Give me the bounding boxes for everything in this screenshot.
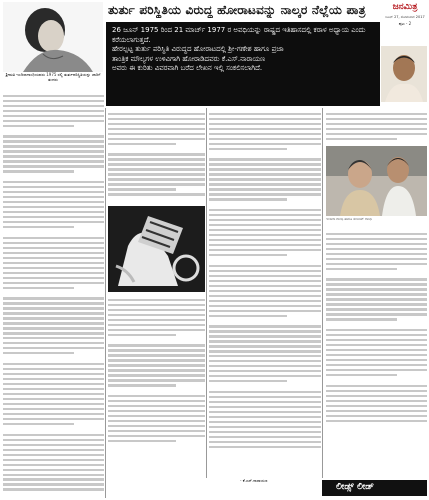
text-column-4-bottom bbox=[326, 230, 427, 476]
left-caption: ಶ್ರೀಮತಿ ಇಂದಿರಾಗಾಂಧಿಯವರು 1975 ರಲ್ಲಿ ತುರ್ತುಪರಿಸ್ಥಿತಿಯನ್ನು ಜಾರಿಗೆ ತಂದರು bbox=[5, 72, 101, 82]
photo-caption: ಇಂದಿರಾ ಗಾಂಧಿ ಹಾಗೂ ಸಂಜಯ್ ಗಾಂಧಿ bbox=[326, 217, 372, 221]
emergency-illustration bbox=[108, 206, 205, 292]
text-column-1 bbox=[3, 92, 104, 492]
masthead-date: ಜೂನ್ 27, ಸೋಮವಾರ 2017 bbox=[385, 15, 425, 19]
indira-sanjay-photo bbox=[326, 146, 427, 216]
lead-para-1: 26 ಜೂನ್ 1975 ರಿಂದ 21 ಮಾರ್ಚ್ 1977 ರ ಅವಧಿಯನ್ನು ರಾಷ್ಟ್ರದ ಇತಿಹಾಸದಲ್ಲಿ ಕರಾಳ ಅಧ್ಯಾಯ ಎಂದು ಕರೆಯಲಾಗುತ್ತದೆ. bbox=[112, 26, 366, 44]
byline: - ಕೆ.ಎಸ್.ನಾರಾಯಣ bbox=[240, 478, 268, 483]
column-divider-1 bbox=[105, 108, 106, 498]
text-column-3 bbox=[209, 110, 321, 476]
masthead-title: ಜನಮಿತ್ರ bbox=[392, 2, 418, 12]
text-column-2-bottom bbox=[108, 296, 205, 476]
page-headline: ತುರ್ತು ಪರಿಸ್ಥಿತಿಯ ವಿರುದ್ಧ ಹೋರಾಟವನ್ನು ನಾಲ್ಕರ ನೆಲ್ಲೆಯ ಪಾತ್ರ bbox=[108, 3, 366, 17]
banner-label: ಲೀಡ್ಸ್ ಲೀಡ್ bbox=[336, 482, 374, 492]
lead-box bbox=[106, 22, 380, 106]
masthead-page: ಪುಟ - 2 bbox=[398, 21, 412, 26]
text-column-4-top bbox=[326, 110, 427, 144]
indira-portrait bbox=[3, 2, 103, 72]
lead-para-2: ಹೇರಲ್ಪಟ್ಟ ತುರ್ತು ಪರಿಸ್ಥಿತಿ ವಿರುದ್ಧದ ಹೋರಾಟದಲ್ಲಿ ಶ್ರೀ-ಗಣೇಶ ಹಾಗೂ ಪ್ರಜಾ bbox=[112, 45, 284, 53]
column-divider-2 bbox=[206, 108, 207, 478]
lead-para-4: ಅವರು ಈ ಕುರಿತು ವಿವರವಾಗಿ ಬರೆದ ಲೇಖನ ಇಲ್ಲಿ ಸಂಕಲಿಸಲಾಗಿದೆ. bbox=[112, 64, 263, 72]
author-portrait bbox=[381, 46, 427, 102]
lead-para-3: ತಾಂತ್ರಿಕ ಮೌಲ್ಯಗಳ ಉಳಿವಿಗಾಗಿ ಹೋರಾಡಿದವರು ಕೆ.ಎಸ್.ನಾರಾಯಣ bbox=[112, 54, 266, 63]
masthead-logo bbox=[384, 2, 426, 44]
bottom-banner bbox=[322, 480, 427, 496]
column-divider-3 bbox=[322, 108, 323, 478]
text-column-2-top bbox=[108, 110, 205, 204]
